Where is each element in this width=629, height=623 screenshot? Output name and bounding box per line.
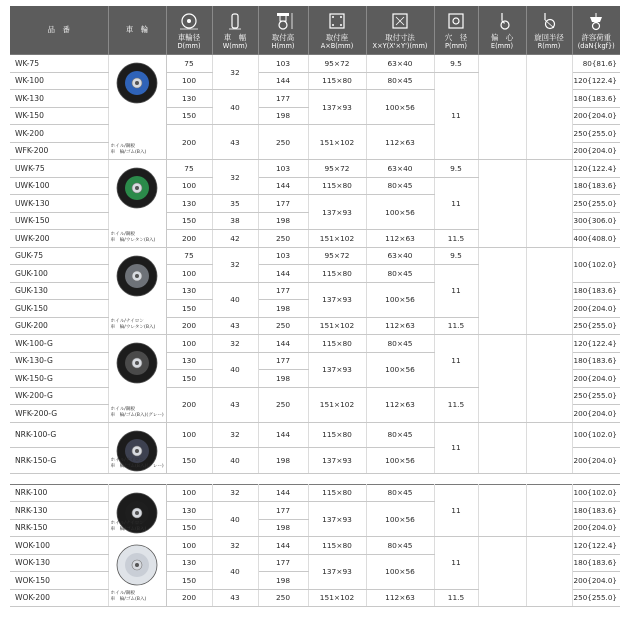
mount-height-cell: 250 (258, 317, 308, 335)
wheel-diameter-cell: 100 (166, 484, 212, 502)
mount-pitch-cell: 100×56 (366, 448, 434, 474)
mount-pitch-cell: 112×63 (366, 589, 434, 607)
wheel-image-cell (108, 247, 166, 335)
table-spacer-row (10, 473, 620, 484)
wheel-diameter-cell: 100 (166, 265, 212, 283)
hole-diameter-cell: 11 (434, 484, 478, 537)
wheel-image-cell (108, 160, 166, 248)
offset-cell (478, 335, 526, 423)
part-number-cell: WOK-200 (10, 589, 108, 607)
swivel-radius-icon (537, 11, 561, 31)
wheel-image-cell (108, 537, 166, 607)
hole-diameter-icon (444, 11, 468, 31)
offset-cell (478, 422, 526, 473)
mount-height-cell: 144 (258, 537, 308, 555)
wheel-diameter-cell: 150 (166, 300, 212, 318)
mount-seat-cell: 115×80 (308, 422, 366, 448)
wheel-diameter-cell: 100 (166, 72, 212, 90)
mount-seat-cell: 151×102 (308, 589, 366, 607)
mount-seat-cell: 151×102 (308, 125, 366, 160)
part-number-cell: WK-75 (10, 55, 108, 73)
mount-seat-cell: 137×93 (308, 195, 366, 230)
mount-height-cell: 144 (258, 422, 308, 448)
hole-diameter-cell: 11 (434, 177, 478, 230)
wheel-diameter-cell: 150 (166, 212, 212, 230)
load-capacity-cell: 200{204.0} (572, 300, 620, 318)
mount-pitch-cell: 80×45 (366, 265, 434, 283)
mount-height-cell: 250 (258, 387, 308, 422)
header-row (10, 6, 620, 55)
mount-height-cell: 198 (258, 572, 308, 590)
wheel-width-cell: 38 (212, 212, 258, 230)
part-number-cell: NRK-150 (10, 519, 108, 537)
load-capacity-cell: 200{204.0} (572, 142, 620, 160)
load-capacity-cell: 120{122.4} (572, 335, 620, 353)
swivel-radius-cell (526, 422, 572, 473)
hole-diameter-cell: 11 (434, 537, 478, 590)
col-swivel-radius: 旋回半径 R(mm) (526, 6, 572, 55)
offset-cell (478, 55, 526, 160)
wheel-material-line: 車 輪/ゴム(B入) (110, 527, 147, 532)
wheel-material-label (111, 407, 164, 419)
mount-height-cell: 177 (258, 352, 308, 370)
mount-pitch-cell: 100×56 (366, 195, 434, 230)
wheel-width-cell: 43 (212, 317, 258, 335)
load-capacity-cell: 100{102.0} (572, 247, 620, 282)
mount-height-cell: 144 (258, 484, 308, 502)
part-number-cell: NRK-100 (10, 484, 108, 502)
swivel-radius-cell (526, 335, 572, 423)
wheel-diameter-cell: 75 (166, 247, 212, 265)
mount-seat-icon (325, 11, 349, 31)
wheel-material-line: ホイル/ナイロン (110, 319, 144, 324)
load-capacity-cell: 100{102.0} (572, 422, 620, 448)
wheel-material-label (111, 232, 156, 244)
mount-pitch-cell: 112×63 (366, 317, 434, 335)
mount-seat-cell: 137×93 (308, 90, 366, 125)
hole-diameter-cell: 11.5 (434, 589, 478, 607)
col-height: 取付高 H(mm) (258, 6, 308, 55)
mount-pitch-cell: 80×45 (366, 72, 434, 90)
load-capacity-cell: 300{306.0} (572, 212, 620, 230)
mount-seat-cell: 115×80 (308, 335, 366, 353)
col-offset: 偏 心 E(mm) (478, 6, 526, 55)
load-capacity-cell: 200{204.0} (572, 405, 620, 423)
load-capacity-cell: 80{81.6} (572, 55, 620, 73)
wheel-diameter-cell: 130 (166, 554, 212, 572)
mount-seat-cell: 137×93 (308, 448, 366, 474)
mount-seat-cell: 95×72 (308, 55, 366, 73)
mount-pitch-cell: 100×56 (366, 282, 434, 317)
hole-diameter-cell: 11 (434, 335, 478, 388)
part-number-cell: GUK-200 (10, 317, 108, 335)
hole-diameter-cell: 11 (434, 422, 478, 473)
mount-height-cell: 250 (258, 230, 308, 248)
mount-seat-cell: 115×80 (308, 484, 366, 502)
part-number-cell: WK-200 (10, 125, 108, 143)
load-weight-icon (584, 11, 608, 31)
mount-seat-cell: 137×93 (308, 282, 366, 317)
mount-height-cell: 198 (258, 212, 308, 230)
wheel-material-label (111, 319, 156, 331)
load-capacity-cell: 200{204.0} (572, 107, 620, 125)
wheel-width-cell: 40 (212, 502, 258, 537)
wheel-width-cell: 32 (212, 422, 258, 448)
load-capacity-cell: 120{122.4} (572, 160, 620, 178)
mount-height-cell: 198 (258, 370, 308, 388)
col-load: 許容荷重 (daN{kgf}) (572, 6, 620, 55)
wheel-diameter-cell: 200 (166, 387, 212, 422)
mount-height-cell: 103 (258, 160, 308, 178)
wheel-diameter-cell: 100 (166, 177, 212, 195)
part-number-cell: UWK-75 (10, 160, 108, 178)
wheel-material-line: ホイル/鋼板 (110, 591, 136, 596)
wheel-material-line: ホイル/鋼板 (110, 231, 136, 237)
load-capacity-cell: 120{122.4} (572, 72, 620, 90)
mount-height-cell: 177 (258, 195, 308, 213)
wheel-diameter-cell: 100 (166, 422, 212, 448)
wheel-material-line: 車 輪/ウレタン(B入) (110, 237, 156, 243)
wheel-material-line: ホイル/ナイロン (110, 457, 144, 463)
mount-height-cell: 144 (258, 177, 308, 195)
part-number-cell: NRK-150-G (10, 448, 108, 474)
part-number-cell: UWK-130 (10, 195, 108, 213)
mount-pitch-cell: 100×56 (366, 352, 434, 387)
hole-diameter-cell: 9.5 (434, 160, 478, 178)
wheel-material-label (111, 144, 147, 156)
col-hole: 穴 径 P(mm) (434, 6, 478, 55)
table-row (10, 55, 620, 73)
col-mount-seat: 取付座 A×B(mm) (308, 6, 366, 55)
mount-pitch-cell: 112×63 (366, 125, 434, 160)
part-number-cell: GUK-75 (10, 247, 108, 265)
load-capacity-cell: 250{255.0} (572, 387, 620, 405)
wheel-material-line: ホイル/鋼板 (110, 144, 136, 149)
mount-height-cell: 103 (258, 247, 308, 265)
mount-height-icon (271, 11, 295, 31)
load-capacity-cell: 200{204.0} (572, 448, 620, 474)
mount-seat-cell: 115×80 (308, 537, 366, 555)
part-number-cell: WK-200-G (10, 387, 108, 405)
wheel-width-cell: 32 (212, 160, 258, 195)
swivel-radius-cell (526, 160, 572, 248)
mount-pitch-cell: 100×56 (366, 502, 434, 537)
table-row (10, 247, 620, 265)
part-number-cell: GUK-130 (10, 282, 108, 300)
part-number-cell: GUK-100 (10, 265, 108, 283)
wheel-diameter-cell: 150 (166, 107, 212, 125)
caster-wheel-icon (115, 341, 159, 385)
spacer-cell (10, 473, 620, 484)
col-width: 車 幅 W(mm) (212, 6, 258, 55)
wheel-diameter-cell: 150 (166, 572, 212, 590)
mount-height-cell: 177 (258, 554, 308, 572)
caster-wheel-icon (115, 166, 159, 210)
caster-wheel-icon (115, 543, 159, 587)
offset-cell (478, 537, 526, 607)
mount-height-cell: 198 (258, 519, 308, 537)
mount-pitch-cell: 63×40 (366, 55, 434, 73)
swivel-radius-cell (526, 55, 572, 160)
wheel-material-label (111, 521, 147, 533)
wheel-width-cell: 43 (212, 589, 258, 607)
table-row (10, 160, 620, 178)
wheel-width-cell: 40 (212, 448, 258, 474)
load-capacity-cell: 180{183.6} (572, 177, 620, 195)
wheel-width-cell: 32 (212, 335, 258, 353)
wheel-material-label (111, 591, 147, 603)
wheel-diameter-cell: 150 (166, 519, 212, 537)
hole-diameter-cell: 11.5 (434, 230, 478, 248)
wheel-width-cell: 40 (212, 282, 258, 317)
mount-pitch-cell: 112×63 (366, 387, 434, 422)
hole-diameter-cell: 11 (434, 72, 478, 160)
wheel-diameter-cell: 75 (166, 160, 212, 178)
table-row (10, 422, 620, 448)
wheel-diameter-cell: 130 (166, 352, 212, 370)
wheel-material-label (111, 458, 164, 470)
wheel-diameter-icon (177, 11, 201, 31)
offset-icon (490, 11, 514, 31)
swivel-radius-cell (526, 247, 572, 335)
wheel-diameter-cell: 200 (166, 589, 212, 607)
mount-height-cell: 103 (258, 55, 308, 73)
col-diameter: 車輪径 D(mm) (166, 6, 212, 55)
wheel-image-cell (108, 484, 166, 537)
mount-pitch-icon (388, 11, 412, 31)
load-capacity-cell: 200{204.0} (572, 572, 620, 590)
part-number-cell: WOK-130 (10, 554, 108, 572)
wheel-material-line: 車 輪/ゴム(B入)(グレー) (110, 463, 164, 469)
offset-cell (478, 484, 526, 537)
mount-pitch-cell: 63×40 (366, 160, 434, 178)
col-part-no: 品 番 (10, 6, 108, 55)
mount-height-cell: 177 (258, 282, 308, 300)
table-row (10, 537, 620, 555)
wheel-width-cell: 42 (212, 230, 258, 248)
wheel-material-line: ホイル/ナイロン (110, 521, 144, 526)
part-number-cell: WFK-200-G (10, 405, 108, 423)
mount-seat-cell: 95×72 (308, 160, 366, 178)
mount-pitch-cell: 80×45 (366, 422, 434, 448)
mount-height-cell: 177 (258, 502, 308, 520)
mount-height-cell: 250 (258, 589, 308, 607)
load-capacity-cell: 100{102.0} (572, 484, 620, 502)
part-number-cell: GUK-150 (10, 300, 108, 318)
mount-height-cell: 144 (258, 335, 308, 353)
wheel-diameter-cell: 200 (166, 230, 212, 248)
wheel-width-cell: 40 (212, 554, 258, 589)
part-number-cell: WK-150-G (10, 370, 108, 388)
mount-seat-cell: 151×102 (308, 230, 366, 248)
part-number-cell: WK-130 (10, 90, 108, 108)
mount-pitch-cell: 63×40 (366, 247, 434, 265)
wheel-width-cell: 32 (212, 537, 258, 555)
part-number-cell: WOK-150 (10, 572, 108, 590)
part-number-cell: WFK-200 (10, 142, 108, 160)
mount-height-cell: 198 (258, 300, 308, 318)
mount-pitch-cell: 100×56 (366, 90, 434, 125)
mount-seat-cell: 137×93 (308, 352, 366, 387)
caster-wheel-icon (115, 254, 159, 298)
wheel-width-cell: 32 (212, 484, 258, 502)
load-capacity-cell: 180{183.6} (572, 282, 620, 300)
wheel-width-cell: 32 (212, 247, 258, 282)
load-capacity-cell: 120{122.4} (572, 537, 620, 555)
col-wheel: 車 輪 (108, 6, 166, 55)
load-capacity-cell: 250{255.0} (572, 589, 620, 607)
wheel-width-cell: 43 (212, 387, 258, 422)
wheel-image-cell (108, 422, 166, 473)
mount-pitch-cell: 80×45 (366, 335, 434, 353)
mount-pitch-cell: 100×56 (366, 554, 434, 589)
mount-height-cell: 177 (258, 90, 308, 108)
load-capacity-cell: 180{183.6} (572, 554, 620, 572)
load-capacity-cell: 200{204.0} (572, 519, 620, 537)
part-number-cell: WOK-100 (10, 537, 108, 555)
wheel-width-cell: 40 (212, 352, 258, 387)
offset-cell (478, 247, 526, 335)
load-capacity-cell: 250{255.0} (572, 195, 620, 213)
mount-height-cell: 250 (258, 125, 308, 160)
swivel-radius-cell (526, 537, 572, 607)
part-number-cell: UWK-200 (10, 230, 108, 248)
part-number-cell: UWK-150 (10, 212, 108, 230)
wheel-width-cell: 35 (212, 195, 258, 213)
mount-seat-cell: 115×80 (308, 177, 366, 195)
caster-wheel-icon (115, 61, 159, 105)
load-capacity-cell: 180{183.6} (572, 502, 620, 520)
mount-height-cell: 198 (258, 448, 308, 474)
mount-seat-cell: 151×102 (308, 387, 366, 422)
mount-seat-cell: 115×80 (308, 265, 366, 283)
wheel-width-cell: 32 (212, 55, 258, 90)
hole-diameter-cell: 9.5 (434, 247, 478, 265)
wheel-diameter-cell: 100 (166, 537, 212, 555)
mount-seat-cell: 137×93 (308, 554, 366, 589)
wheel-diameter-cell: 200 (166, 317, 212, 335)
wheel-diameter-cell: 130 (166, 195, 212, 213)
part-number-cell: NRK-130 (10, 502, 108, 520)
mount-seat-cell: 115×80 (308, 72, 366, 90)
load-capacity-cell: 250{255.0} (572, 317, 620, 335)
mount-height-cell: 198 (258, 107, 308, 125)
load-capacity-cell: 250{255.0} (572, 125, 620, 143)
mount-pitch-cell: 80×45 (366, 537, 434, 555)
wheel-diameter-cell: 75 (166, 55, 212, 73)
mount-height-cell: 144 (258, 72, 308, 90)
part-number-cell: UWK-100 (10, 177, 108, 195)
load-capacity-cell: 400{408.0} (572, 230, 620, 248)
mount-pitch-cell: 80×45 (366, 484, 434, 502)
wheel-width-icon (223, 11, 247, 31)
load-capacity-cell: 180{183.6} (572, 90, 620, 108)
table-row (10, 484, 620, 502)
wheel-diameter-cell: 100 (166, 335, 212, 353)
col-mount-pitch: 取付寸法 X×Y(X'×Y')(mm) (366, 6, 434, 55)
wheel-width-cell: 40 (212, 90, 258, 125)
part-number-cell: WK-100-G (10, 335, 108, 353)
wheel-diameter-cell: 200 (166, 125, 212, 160)
mount-seat-cell: 151×102 (308, 317, 366, 335)
wheel-diameter-cell: 150 (166, 448, 212, 474)
wheel-material-line: 車 輪/ゴム(B入)(グレー) (110, 412, 164, 418)
table-row (10, 335, 620, 353)
part-number-cell: WK-130-G (10, 352, 108, 370)
hole-diameter-cell: 11.5 (434, 387, 478, 422)
mount-pitch-cell: 80×45 (366, 177, 434, 195)
swivel-radius-cell (526, 484, 572, 537)
wheel-diameter-cell: 150 (166, 370, 212, 388)
mount-pitch-cell: 112×63 (366, 230, 434, 248)
wheel-material-line: ホイル/鋼板 (110, 406, 136, 412)
wheel-diameter-cell: 130 (166, 282, 212, 300)
wheel-diameter-cell: 130 (166, 90, 212, 108)
wheel-image-cell (108, 335, 166, 423)
hole-diameter-cell: 11 (434, 265, 478, 318)
load-capacity-cell: 180{183.6} (572, 352, 620, 370)
mount-height-cell: 144 (258, 265, 308, 283)
wheel-material-line: 車 輪/ゴム(B入) (110, 597, 147, 602)
caster-spec-table (10, 6, 620, 607)
part-number-cell: NRK-100-G (10, 422, 108, 448)
wheel-width-cell: 43 (212, 125, 258, 160)
mount-seat-cell: 137×93 (308, 502, 366, 537)
hole-diameter-cell: 11.5 (434, 317, 478, 335)
wheel-diameter-cell: 130 (166, 502, 212, 520)
wheel-material-line: 車 輪/ウレタン(B入) (110, 325, 156, 330)
wheel-material-line: 車 輪/ゴム(B入) (110, 150, 147, 155)
offset-cell (478, 160, 526, 248)
part-number-cell: WK-100 (10, 72, 108, 90)
load-capacity-cell: 200{204.0} (572, 370, 620, 388)
part-number-cell: WK-150 (10, 107, 108, 125)
hole-diameter-cell: 9.5 (434, 55, 478, 73)
mount-seat-cell: 95×72 (308, 247, 366, 265)
wheel-image-cell (108, 55, 166, 160)
